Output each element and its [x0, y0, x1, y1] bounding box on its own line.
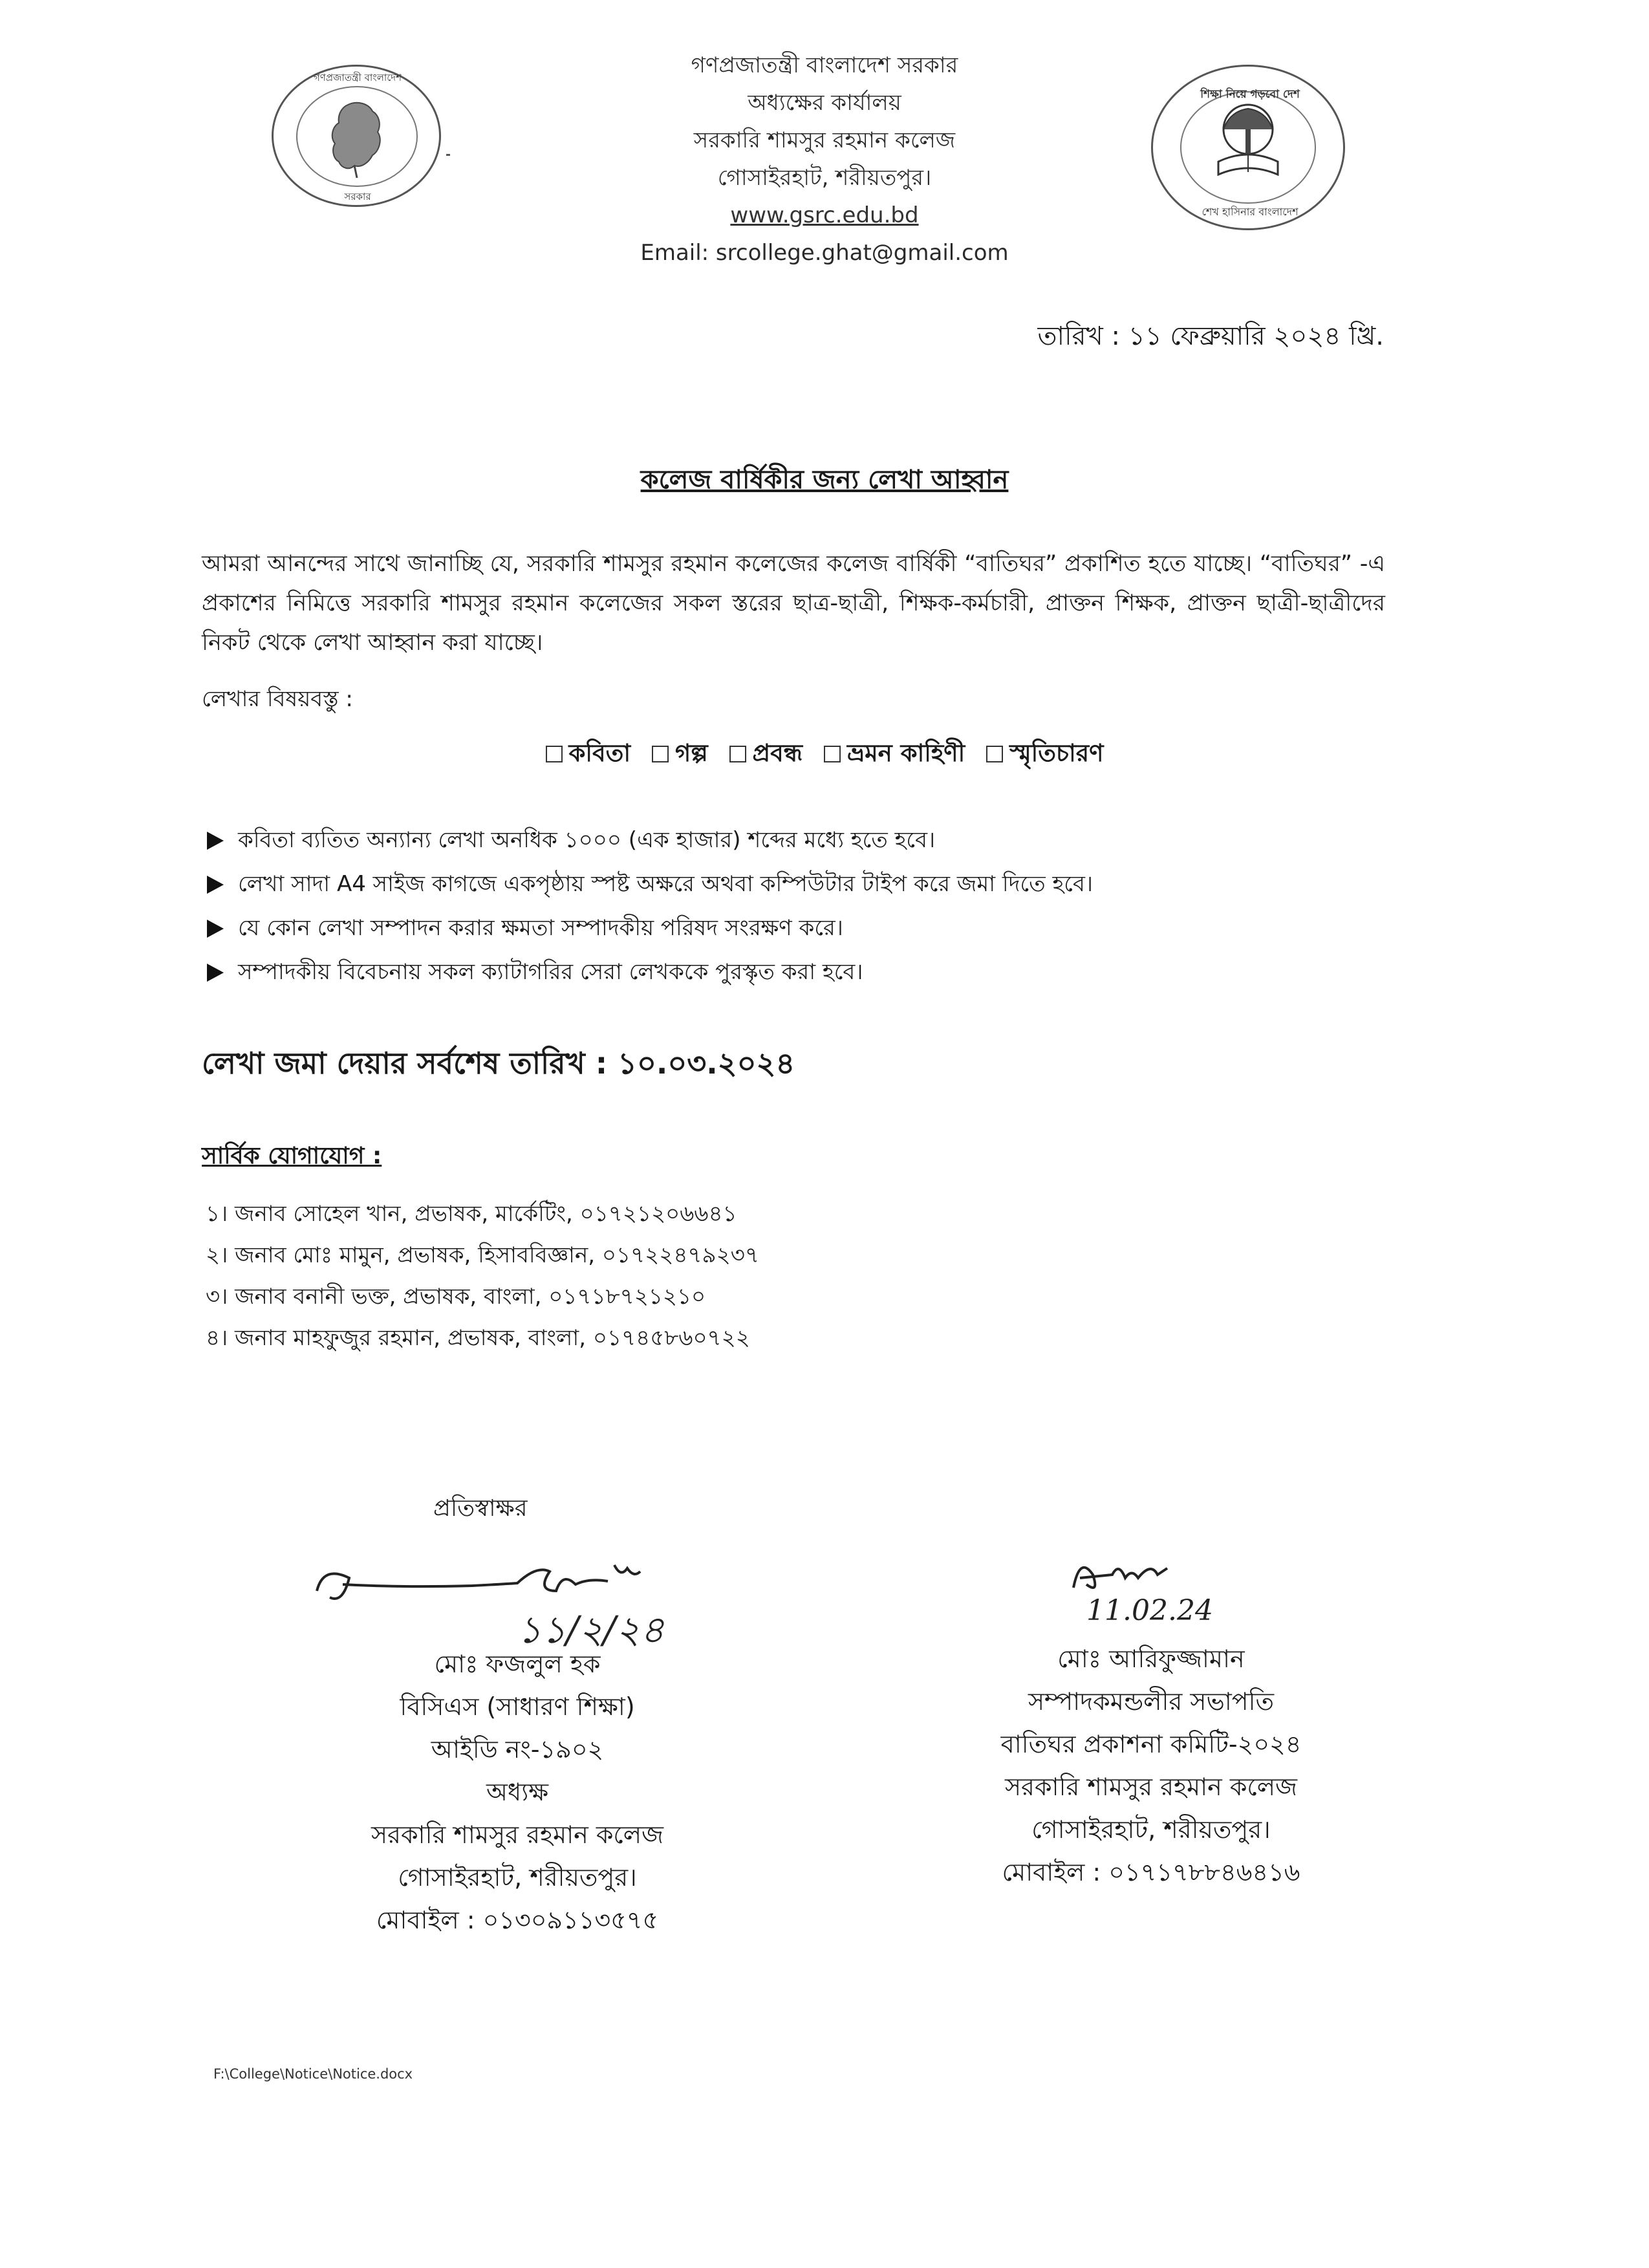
notice-date: তারিখ : ১১ ফেব্রুয়ারি ২০২৪ খ্রি. — [1037, 321, 1384, 351]
editor-name: মোঃ আরিফুজ্জামান — [1057, 1645, 1245, 1673]
checkbox-icon — [824, 746, 841, 762]
triangle-bullet-icon — [207, 832, 224, 850]
principal-mobile: মোবাইল : ০১৩০৯১১৩৫৭৫ — [376, 1906, 659, 1934]
rule-text: লেখা সাদা A4 সাইজ কাগজে একপৃষ্ঠায় স্পষ্ট অক্ষরে অথবা কম্পিউটার টাইপ করে জমা দিতে হবে। — [238, 871, 1094, 897]
principal-location: গোসাইরহাট, শরীয়তপুর। — [398, 1863, 637, 1892]
header-college: সরকারি শামসুর রহমান কলেজ — [693, 127, 956, 153]
header-website-row — [0, 197, 1649, 234]
website-link[interactable]: www.gsrc.edu.bd — [730, 202, 919, 228]
rule-item — [207, 818, 1093, 862]
checkbox-icon — [986, 746, 1003, 762]
topic-item — [986, 734, 1103, 775]
seal-bottom-text: সরকার — [344, 191, 371, 202]
editor-designation: সম্পাদকমন্ডলীর সভাপতি — [1028, 1687, 1274, 1716]
editor-signature-date: 11.02.24 — [1086, 1594, 1213, 1627]
file-path: F:\College\Notice\Notice.docx — [213, 2066, 413, 2082]
editor-college: সরকারি শামসুর রহমান কলেজ — [1004, 1773, 1298, 1801]
topic-item — [652, 734, 708, 775]
submission-deadline: লেখা জমা দেয়ার সর্বশেষ তারিখ : ১০.০৩.২০২৪ — [202, 1046, 795, 1081]
topic-label: কবিতা — [568, 739, 631, 767]
rule-item — [207, 950, 1093, 994]
principal-name: মোঃ ফজলুল হক — [434, 1650, 601, 1678]
contacts-heading: সার্বিক যোগাযোগ : — [202, 1143, 382, 1169]
topics-row — [0, 734, 1649, 775]
seal-top-text: গণপ্রজাতন্ত্রী বাংলাদেশ — [313, 72, 402, 83]
principal-designation: অধ্যক্ষ — [486, 1778, 548, 1806]
rule-item — [207, 906, 1093, 950]
header-office: অধ্যক্ষের কার্যালয় — [748, 90, 901, 116]
rule-text: কবিতা ব্যতিত অন্যান্য লেখা অনধিক ১০০০ (এক হাজার) শব্দের মধ্যে হতে হবে। — [238, 827, 936, 853]
editor-mobile: মোবাইল : ০১৭১৭৮৮৪৬৪১৬ — [1002, 1858, 1300, 1886]
notice-paragraph: আমরা আনন্দের সাথে জানাচ্ছি যে, সরকারি শামসুর রহমান কলেজের কলেজ বার্ষিকী “বাতিঘর” প্রকাশিত হতে যাচ্ছে। “বাতিঘর” -এ প্রকাশের নিমিত্তে সরকারি শামসুর রহমান কলেজের সকল স্তরের ছাত্র-ছাত্রী, শিক্ষক-কর্মচারী, প্রাক্তন শিক্ষক, প্রাক্তন ছাত্রী-ছাত্রীদের নিকট থেকে লেখা আহ্বান করা যাচ্ছে। — [202, 551, 1385, 656]
education-seal — [1151, 65, 1345, 230]
header-email: Email: srcollege.ghat@gmail.com — [640, 240, 1009, 266]
editor-location: গোসাইরহাট, শরীয়তপুর। — [1031, 1815, 1271, 1844]
seal-top-text: শিক্ষা নিয়ে গড়বো দেশ — [1200, 88, 1300, 101]
triangle-bullet-icon — [207, 964, 224, 982]
rule-text: যে কোন লেখা সম্পাদন করার ক্ষমতা সম্পাদকীয় পরিষদ সংরক্ষণ করে। — [238, 915, 843, 941]
contact-item: ২। জনাব মোঃ মামুন, প্রভাষক, হিসাববিজ্ঞান, ০১৭২২৪৭৯২৩৭ — [206, 1242, 759, 1268]
notice-title-text: কলেজ বার্ষিকীর জন্য লেখা আহ্বান — [640, 465, 1009, 495]
rules-list — [207, 818, 1093, 994]
contact-item: ১। জনাব সোহেল খান, প্রভাষক, মার্কেটিং, ০১৭২১২০৬৬৪১ — [206, 1201, 737, 1227]
topic-item — [546, 734, 631, 775]
topic-label: স্মৃতিচারণ — [1009, 739, 1104, 767]
principal-signature-date: ১১/২/২৪ — [517, 1608, 665, 1652]
contact-item: ৩। জনাব বনানী ভক্ত, প্রভাষক, বাংলা, ০১৭১৮৭২১২১০ — [206, 1284, 706, 1310]
topics-label: লেখার বিষয়বস্তু : — [202, 686, 353, 712]
checkbox-icon — [729, 746, 746, 762]
seal-bottom-text: শেখ হাসিনার বাংলাদেশ — [1202, 206, 1299, 218]
editor-signature-block — [892, 1637, 1410, 1894]
topic-item — [729, 734, 803, 775]
editor-committee: বাতিঘর প্রকাশনা কমিটি-২০২৪ — [1000, 1730, 1302, 1758]
header-location: গোসাইরহাট, শরীয়তপুর। — [717, 165, 932, 191]
contact-item: ৪। জনাব মাহফুজুর রহমান, প্রভাষক, বাংলা, ০১৭৪৫৮৬০৭২২ — [206, 1325, 750, 1351]
triangle-bullet-icon — [207, 876, 224, 894]
principal-college: সরকারি শামসুর রহমান কলেজ — [371, 1820, 664, 1849]
topic-label: গল্প — [674, 739, 708, 767]
principal-signature-block — [259, 1643, 776, 1941]
rule-item — [207, 862, 1093, 906]
checkbox-icon — [546, 746, 563, 762]
topic-item — [824, 734, 965, 775]
triangle-bullet-icon — [207, 920, 224, 938]
principal-cadre: বিসিএস (সাধারণ শিক্ষা) — [400, 1692, 635, 1721]
checkbox-icon — [652, 746, 669, 762]
header-govt: গণপ্রজাতন্ত্রী বাংলাদেশ সরকার — [691, 52, 958, 78]
contacts-list — [206, 1193, 759, 1359]
notice-title — [0, 459, 1649, 502]
editor-signature — [1054, 1549, 1248, 1633]
topic-label: ভ্রমন কাহিণী — [846, 739, 965, 767]
rule-text: সম্পাদকীয় বিবেচনায় সকল ক্যাটাগরির সেরা লেখককে পুরস্কৃত করা হবে। — [238, 959, 863, 985]
principal-id: আইডি নং-১৯০২ — [431, 1735, 604, 1764]
topic-label: প্রবন্ধ — [752, 739, 803, 767]
countersign-label: প্রতিস্বাক্ষর — [433, 1495, 528, 1522]
